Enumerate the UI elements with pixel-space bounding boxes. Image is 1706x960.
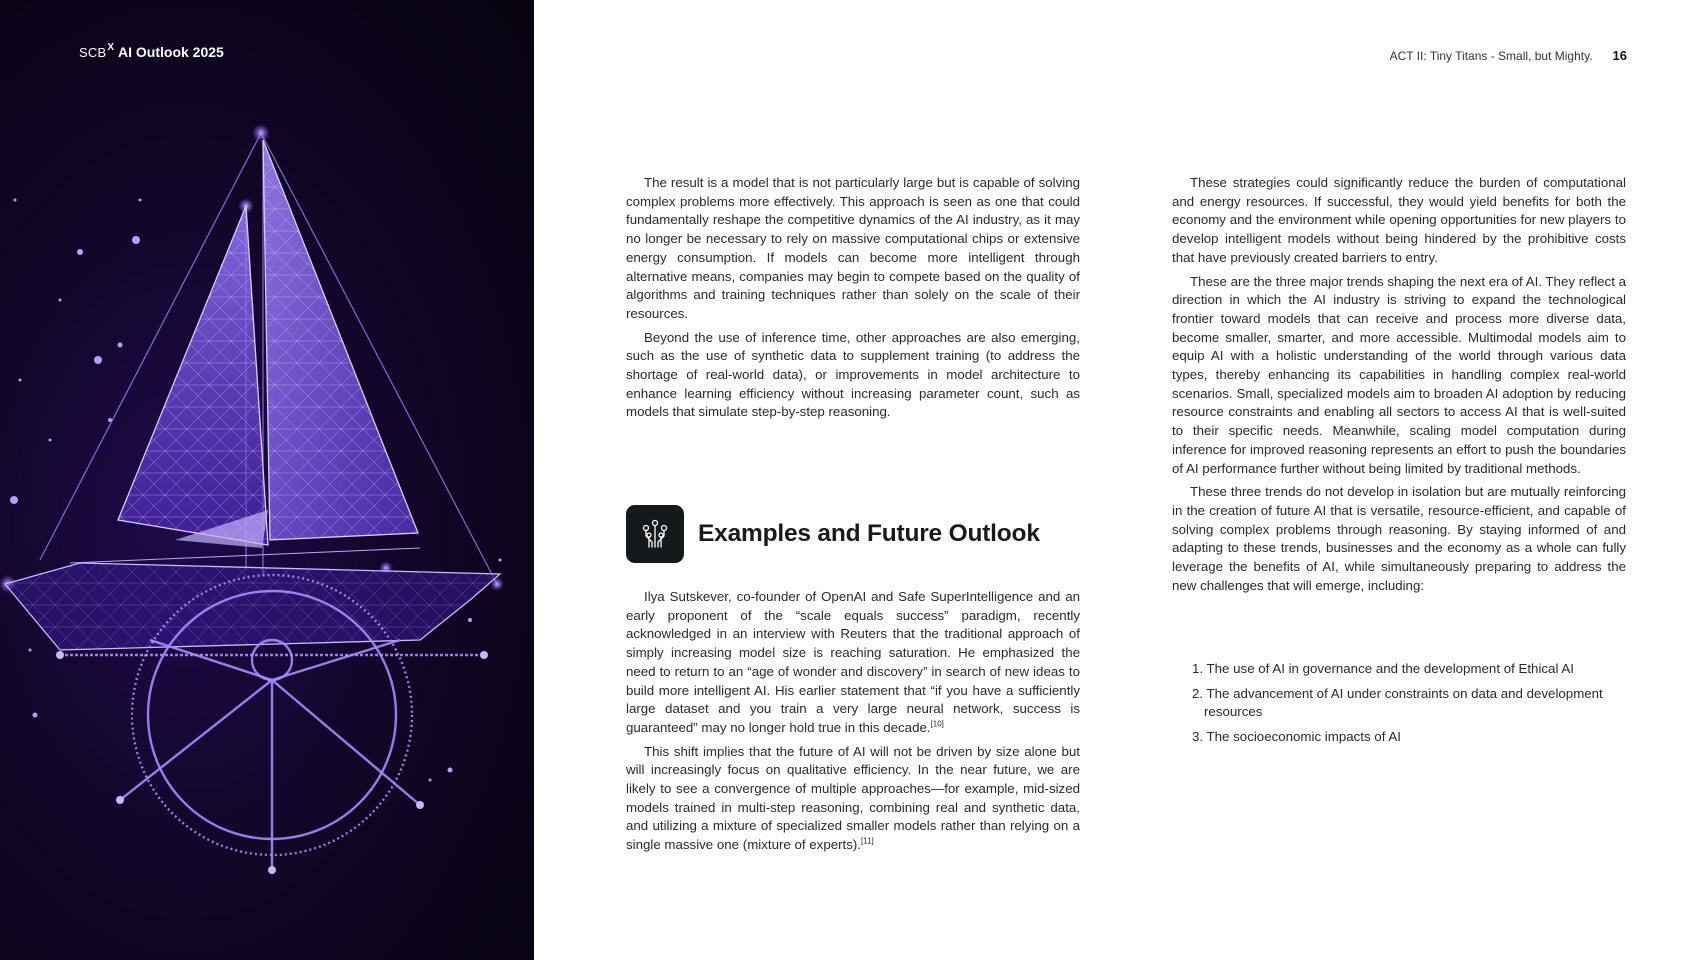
citation-ref: [11] xyxy=(861,836,874,846)
left-column-bottom xyxy=(626,588,1080,860)
brand-title: AI Outlook 2025 xyxy=(118,44,224,60)
citation-ref: [10] xyxy=(930,719,944,729)
sailboat-wireframe-illustration xyxy=(0,0,534,960)
illustration-panel xyxy=(0,0,534,960)
section-heading xyxy=(626,505,1040,563)
right-column xyxy=(1172,174,1626,600)
paragraph xyxy=(626,588,1080,738)
paragraph: These strategies could significantly reduce the burden of computational and energy resources. If successful, they would yield benefits for both the economy and the environment while opening opportunities for new players to develop intelligent models without being hindered by the prohibitive costs that have previously created barriers to entry. xyxy=(1172,175,1626,265)
paragraph: Beyond the use of inference time, other approaches are also emerging, such as the use of synthetic data to supplement training (to address the shortage of real-world data), or improvements in model architecture to enhance learning efficiency without increasing parameter count, such as models that simulate step-by-step reasoning. xyxy=(626,329,1080,420)
list-item: 3. The socioeconomic impacts of AI xyxy=(1192,729,1401,745)
brand-logo xyxy=(79,44,224,60)
left-column-top xyxy=(626,174,1080,427)
list-item: 2. The advancement of AI under constraints on data and development resources xyxy=(1192,685,1603,720)
challenges-list xyxy=(1192,660,1632,753)
brand-scb: SCB xyxy=(79,45,107,60)
circuit-tree-icon xyxy=(626,505,684,563)
section-title: Examples and Future Outlook xyxy=(698,520,1040,547)
page-number: 16 xyxy=(1612,48,1627,63)
list-item: 1. The use of AI in governance and the development of Ethical AI xyxy=(1192,661,1574,676)
chapter-title: ACT II: Tiny Titans - Small, but Mighty. xyxy=(1389,49,1593,63)
paragraph-text: This shift implies that the future of AI will not be driven by size alone but will increasingly focus on qualitative efficiency. In the near future, we are likely to see a convergence of multiple approaches—for example, mid-sized models trained in multi-step reasoning, combining real and synthetic data, and utilizing a mixture of specialized smaller models rather than relying on a single massive one (mixture of experts). xyxy=(626,743,1080,853)
paragraph: The result is a model that is not particularly large but is capable of solving complex problems more effectively. This approach is seen as one that could fundamentally reshape the competitive dynamics of the AI industry, as it may no longer be necessary to rely on massive computational chips or extensive energy consumption. If models can become more intelligent through alternative means, companies may begin to compete based on the quality of algorithms and training techniques rather than solely on the scale of their resources. xyxy=(626,175,1080,321)
paragraph: These are the three major trends shaping the next era of AI. They reflect a direction in which the AI industry is striving to expand the technological frontier toward models that can receive and process more diverse data, become smaller, smarter, and more accessible. Multimodal models aim to equip AI with a holistic understanding of the world through various data types, thereby enhancing its capabilities in handling complex real-world scenarios. Small, specialized models aim to broaden AI adoption by reducing resource constraints and enabling all sectors to access AI that is well-suited to their specific needs. Meanwhile, scaling model computation during inference for improved reasoning represents an effort to push the boundaries of AI performance further without being limited by traditional methods. xyxy=(1172,273,1626,476)
paragraph-text: Ilya Sutskever, co-founder of OpenAI and Safe SuperIntelligence and an early proponent of the “scale equals success” paradigm, recently acknowledged in an interview with Reuters that the traditional approach of simply increasing model size is reaching saturation. He emphasized the need to return to an “age of wonder and discovery” in search of new ideas to build more intelligent AI. His earlier statement that “if you have a sufficiently large dataset and you train a very large neural network, success is guaranteed” may no longer hold true in this decade. xyxy=(626,589,1080,735)
paragraph: These three trends do not develop in isolation but are mutually reinforcing in the creation of future AI that is versatile, resource-efficient, and capable of solving complex problems through reasoning. By staying informed of and adapting to these trends, businesses and the economy as a whole can fully leverage the benefits of AI, while simultaneously preparing to address the new challenges that will emerge, including: xyxy=(1172,484,1626,593)
running-header xyxy=(1390,48,1627,63)
brand-x: X xyxy=(107,42,115,53)
paragraph xyxy=(626,743,1080,855)
